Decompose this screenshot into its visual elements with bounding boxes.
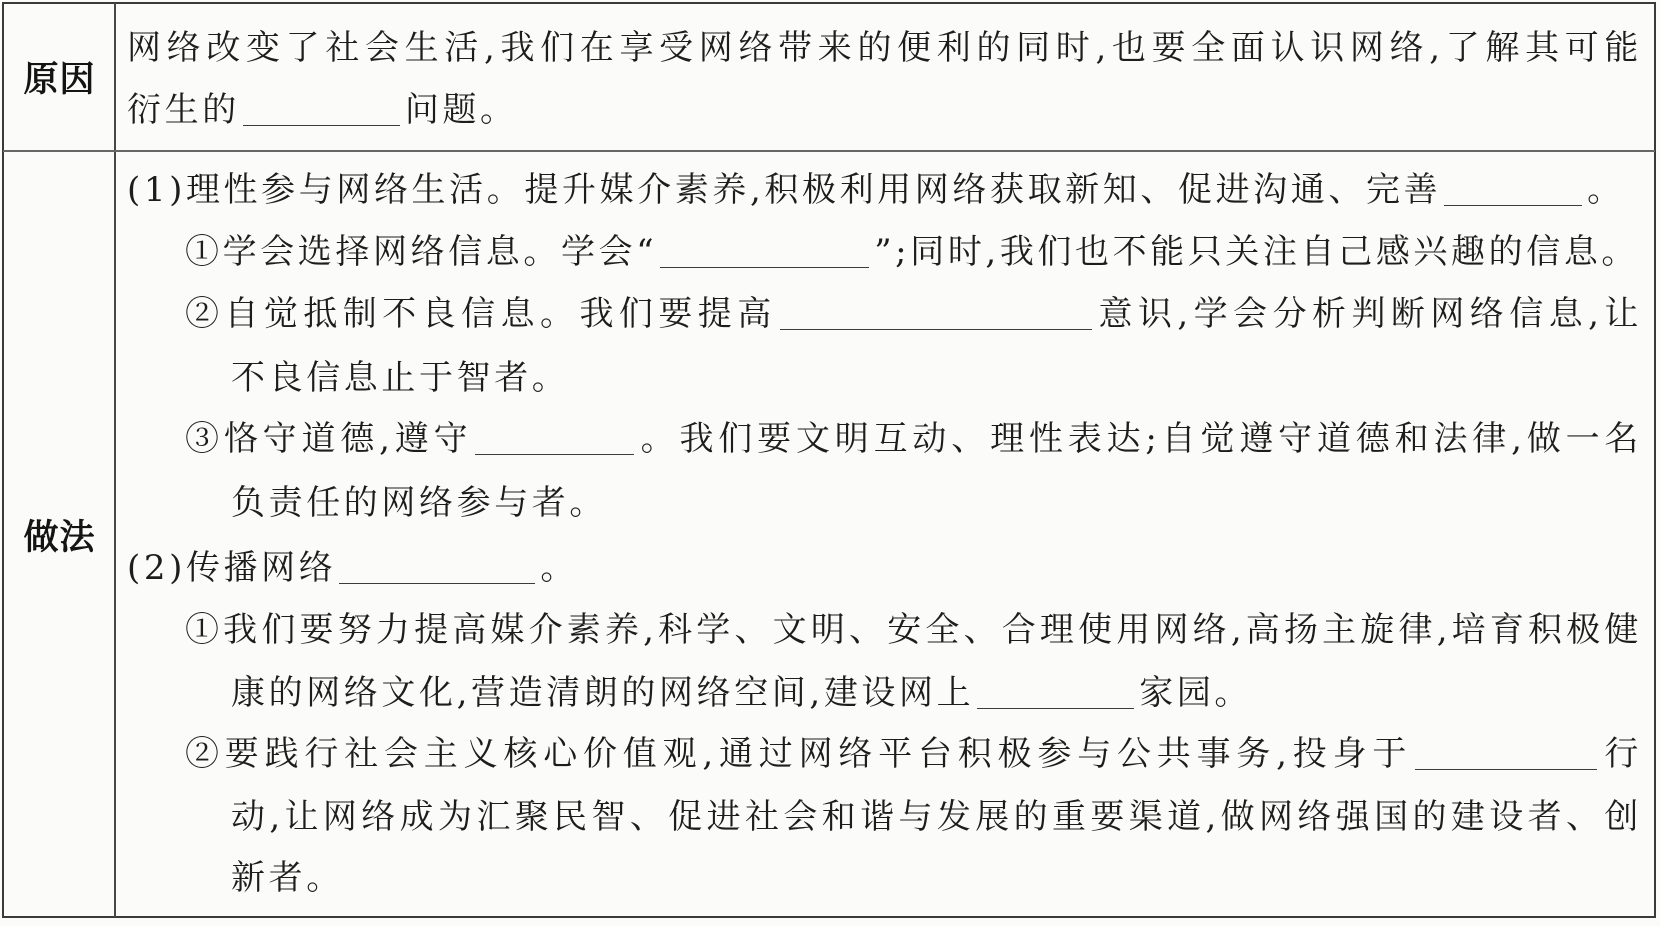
line-text: 家园。 (1139, 673, 1253, 713)
line-text: ②要践行社会主义核心价值观,通过网络平台积极参与公共事务,投身于 (185, 734, 1413, 774)
method-line-3 (185, 283, 1642, 345)
method-line-1 (127, 159, 1648, 221)
reason-line-2 (127, 79, 1648, 141)
line-text: ③恪守道德,遵守 (185, 419, 473, 459)
line-text: 。 (540, 548, 578, 588)
line-text: 意识,学会分析判断网络信息,让 (1096, 294, 1642, 334)
method-row (2, 151, 1656, 918)
line-text: 负责任的网络参与者。 (231, 483, 607, 523)
line-text: 行 (1602, 734, 1642, 774)
fill-in-blank (243, 125, 400, 126)
reason-label: 原因 (23, 59, 96, 100)
line-text: ”;同时,我们也不能只关注自己感兴趣的信息。 (874, 232, 1640, 272)
fill-in-blank (660, 267, 869, 268)
method-line-4 (231, 347, 1648, 409)
method-line-6 (231, 472, 1648, 534)
method-line-11 (231, 786, 1642, 848)
line-text: ②自觉抵制不良信息。我们要提高 (185, 294, 777, 334)
method-line-10 (185, 723, 1642, 785)
line-text: 衍生的 (127, 90, 240, 130)
line-text: ①学会选择网络信息。学会“ (185, 232, 658, 272)
fill-in-blank (977, 708, 1134, 709)
line-text: 新者。 (231, 858, 344, 898)
line-text: 。我们要文明互动、理性表达;自觉遵守道德和法律,做一名 (639, 419, 1642, 459)
reason-row (2, 2, 1656, 151)
reason-line-1 (127, 17, 1642, 79)
line-text: ①我们要努力提高媒介素养,科学、文明、安全、合理使用网络,高扬主旋律,培育积极健 (185, 610, 1642, 650)
line-text: 动,让网络成为汇聚民智、促进社会和谐与发展的重要渠道,做网络强国的建设者、创 (231, 797, 1642, 837)
method-line-7 (127, 537, 1648, 599)
method-line-9 (231, 662, 1648, 724)
fill-in-blank (475, 454, 634, 455)
fill-in-blank (1444, 205, 1582, 206)
method-line-8 (185, 599, 1642, 661)
line-text: 康的网络文化,营造清朗的网络空间,建设网上 (231, 673, 975, 713)
line-text: 不良信息止于智者。 (231, 358, 570, 398)
method-line-5 (185, 408, 1642, 470)
fill-in-blank (339, 583, 535, 584)
line-text: 。 (1587, 170, 1625, 210)
fill-in-blank (1415, 769, 1597, 770)
line-text: 问题。 (404, 90, 518, 130)
method-line-2 (185, 221, 1648, 283)
method-label: 做法 (23, 517, 96, 558)
line-text: 网络改变了社会生活,我们在享受网络带来的便利的同时,也要全面认识网络,了解其可能 (127, 28, 1642, 68)
line-text: (1)理性参与网络生活。提升媒介素养,积极利用网络获取新知、促进沟通、完善 (127, 170, 1442, 210)
line-text: (2)传播网络 (127, 548, 337, 588)
method-line-12 (231, 847, 1648, 909)
fill-in-blank (780, 329, 1092, 330)
